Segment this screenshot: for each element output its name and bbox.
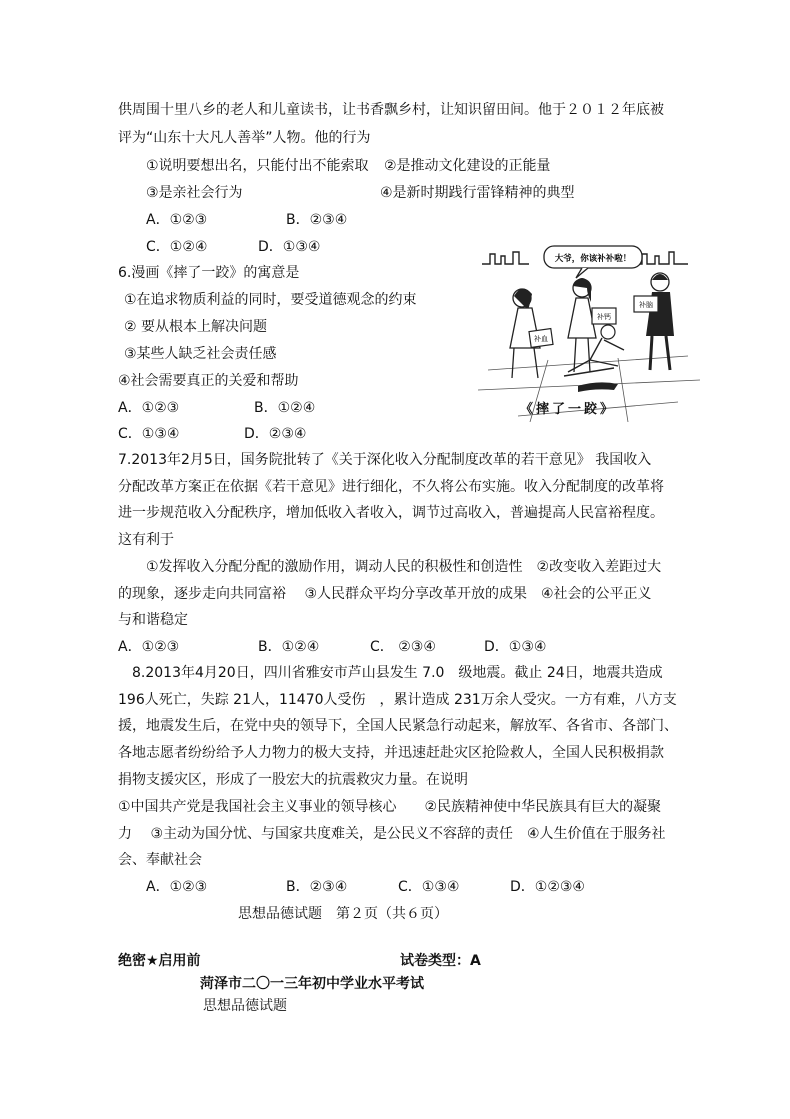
q7-line5: ①发挥收入分配分配的激励作用，调动人民的积极性和创造性 ②改变收入差距过大 bbox=[146, 559, 662, 575]
q5-choice-c: C．①②④ bbox=[146, 239, 208, 255]
cartoon-caption: 《摔了一跤》 bbox=[520, 402, 617, 417]
exam-subtitle: 思想品德试题 bbox=[203, 998, 287, 1014]
q8-choice-b: B．②③④ bbox=[286, 879, 348, 895]
q8-line5: 捐物支援灾区，形成了一股宏大的抗震救灾力量。在说明 bbox=[118, 772, 468, 788]
q6-option-3: ③某些人缺乏社会责任感 bbox=[124, 346, 277, 362]
cartoon-sign-1: 补血 bbox=[534, 335, 548, 343]
q5-intro-line2: 评为“山东十大凡人善举”人物。他的行为 bbox=[118, 130, 371, 146]
cartoon-sign-3: 补脑 bbox=[639, 301, 653, 309]
q7-line7: 与和谐稳定 bbox=[118, 612, 188, 628]
q6-option-4: ④社会需要真正的关爱和帮助 bbox=[118, 373, 299, 389]
q5-choice-b: B．②③④ bbox=[286, 212, 348, 228]
q7-choice-a: A．①②③ bbox=[118, 639, 180, 655]
q8-line3: 援，地震发生后，在党中央的领导下，全国人民紧急行动起来，解放军、各省市、各部门、 bbox=[118, 718, 678, 734]
q7-line6: 的现象，逐步走向共同富裕 ③人民群众平均分享改革开放的成果 ④社会的公平正义 bbox=[118, 586, 652, 602]
exam-title: 菏泽市二〇一三年初中学业水平考试 bbox=[200, 976, 424, 992]
q7-choice-b: B．①②④ bbox=[258, 639, 320, 655]
q7-line4: 这有利于 bbox=[118, 532, 174, 548]
q8-line2: 196人死亡，失踪 21人，11470人受伤 ，累计造成 231万余人受灾。一方有难，八方支 bbox=[118, 692, 677, 708]
q8-choice-d: D．①②③④ bbox=[510, 879, 585, 895]
q5-option-1: ①说明要想出名，只能付出不能索取 bbox=[146, 158, 369, 174]
q8-line6: ①中国共产党是我国社会主义事业的领导核心 ②民族精神使中华民族具有巨大的凝聚 bbox=[118, 799, 662, 815]
q6-choice-d: D．②③④ bbox=[244, 426, 307, 442]
paper-type: 试卷类型：A bbox=[400, 953, 481, 969]
q6-option-2: ② 要从根本上解决问题 bbox=[124, 319, 268, 335]
page-footer: 思想品德试题 第２页（共６页） bbox=[238, 906, 448, 922]
q6-choice-c: C．①③④ bbox=[118, 426, 180, 442]
q8-line7: 力 ③主动为国分忧、与国家共度难关，是公民义不容辞的责任 ④人生价值在于服务社 bbox=[118, 826, 666, 842]
q8-choice-c: C．①③④ bbox=[398, 879, 460, 895]
confidential-mark: 绝密★启用前 bbox=[118, 953, 201, 969]
q6-choice-a: A．①②③ bbox=[118, 400, 180, 416]
q7-choice-d: D．①③④ bbox=[484, 639, 547, 655]
q8-line4: 各地志愿者纷纷给予人力物力的极大支持，并迅速赶赴灾区抢险救人，全国人民积极捐款 bbox=[118, 745, 664, 761]
q7-choice-c: C． ②③④ bbox=[370, 639, 436, 655]
q7-line1: 7.2013年2月5日，国务院批转了《关于深化收入分配制度改革的若干意见》 我国收入 bbox=[118, 452, 652, 468]
q6-choice-b: B．①②④ bbox=[254, 400, 316, 416]
q7-line2: 分配改革方案正在依据《若干意见》进行细化，不久将公布实施。收入分配制度的改革将 bbox=[118, 479, 664, 495]
q5-option-2: ②是推动文化建设的正能量 bbox=[384, 158, 551, 174]
q5-choice-a: A．①②③ bbox=[146, 212, 208, 228]
q8-choice-a: A．①②③ bbox=[146, 879, 208, 895]
cartoon-sign-2: 补钙 bbox=[597, 313, 611, 321]
q6-option-1: ①在追求物质利益的同时，要受道德观念的约束 bbox=[124, 292, 417, 308]
q8-line8: 会、奉献社会 bbox=[118, 852, 202, 868]
q5-intro-line1: 供周围十里八乡的老人和儿童读书，让书香飘乡村，让知识留田间。他于２０１２年底被 bbox=[118, 102, 664, 118]
q6-stem: 6.漫画《摔了一跤》的寓意是 bbox=[118, 265, 300, 281]
q5-option-3: ③是亲社会行为 bbox=[146, 185, 243, 201]
q8-line1: 8.2013年4月20日，四川省雅安市芦山县发生 7.0 级地震。截止 24日，地震共造成 bbox=[132, 665, 663, 681]
cartoon-bubble-text: 大爷，你该补补啦！ bbox=[554, 254, 632, 264]
q5-option-4: ④是新时期践行雷锋精神的典型 bbox=[380, 185, 575, 201]
q7-line3: 进一步规范收入分配秩序，增加低收入者收入，调节过高收入，普遍提高人民富裕程度。 bbox=[118, 505, 664, 521]
q5-choice-d: D．①③④ bbox=[258, 239, 321, 255]
cartoon-illustration bbox=[478, 240, 700, 422]
